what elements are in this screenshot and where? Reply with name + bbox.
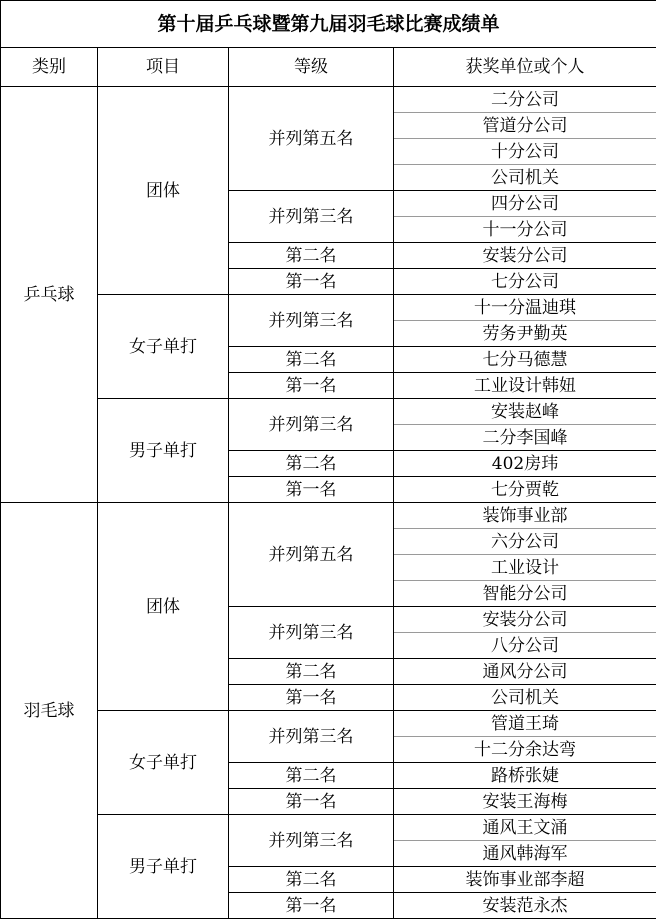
- winner-cell: 402房玮: [394, 451, 656, 477]
- table-row: [1, 711, 656, 737]
- category-cell: 乒乓球: [1, 87, 98, 503]
- level-cell: 并列第三名: [229, 295, 394, 347]
- level-cell: 第二名: [229, 451, 394, 477]
- winner-cell: 七分马德慧: [394, 347, 656, 373]
- winner-cell: 管道分公司: [394, 113, 656, 139]
- category-cell: 羽毛球: [1, 503, 98, 919]
- title-row: [1, 1, 656, 48]
- table-row: [1, 815, 656, 841]
- level-cell: 第二名: [229, 347, 394, 373]
- winner-cell: 装饰事业部李超: [394, 867, 656, 893]
- winner-cell: 四分公司: [394, 191, 656, 217]
- winner-cell: 工业设计韩妞: [394, 373, 656, 399]
- level-cell: 并列第三名: [229, 711, 394, 763]
- header-level: 等级: [229, 48, 394, 87]
- winner-cell: 十一分公司: [394, 217, 656, 243]
- winner-cell: 安装王海梅: [394, 789, 656, 815]
- level-cell: 并列第三名: [229, 399, 394, 451]
- level-cell: 第一名: [229, 789, 394, 815]
- header-event: 项目: [98, 48, 229, 87]
- winner-cell: 通风分公司: [394, 659, 656, 685]
- level-cell: 第二名: [229, 867, 394, 893]
- header-winner: 获奖单位或个人: [394, 48, 656, 87]
- winner-cell: 通风王文涌: [394, 815, 656, 841]
- winner-cell: 路桥张婕: [394, 763, 656, 789]
- level-cell: 并列第三名: [229, 607, 394, 659]
- winner-cell: 公司机关: [394, 165, 656, 191]
- event-cell: 女子单打: [98, 711, 229, 815]
- winner-cell: 智能分公司: [394, 581, 656, 607]
- table-row: [1, 87, 656, 113]
- level-cell: 并列第五名: [229, 87, 394, 191]
- winner-cell: 十分公司: [394, 139, 656, 165]
- winner-cell: 管道王琦: [394, 711, 656, 737]
- event-cell: 团体: [98, 503, 229, 711]
- level-cell: 第一名: [229, 373, 394, 399]
- winner-cell: 安装分公司: [394, 607, 656, 633]
- header-row: [1, 48, 656, 87]
- winner-cell: 二分李国峰: [394, 425, 656, 451]
- table-row: [1, 295, 656, 321]
- level-cell: 第一名: [229, 477, 394, 503]
- winner-cell: 劳务尹勤英: [394, 321, 656, 347]
- table-row: [1, 503, 656, 529]
- winner-cell: 装饰事业部: [394, 503, 656, 529]
- level-cell: 并列第五名: [229, 503, 394, 607]
- winner-cell: 安装分公司: [394, 243, 656, 269]
- level-cell: 第二名: [229, 763, 394, 789]
- table-row: [1, 399, 656, 425]
- event-cell: 女子单打: [98, 295, 229, 399]
- winner-cell: 六分公司: [394, 529, 656, 555]
- winner-cell: 工业设计: [394, 555, 656, 581]
- level-cell: 第一名: [229, 893, 394, 919]
- winner-cell: 安装范永杰: [394, 893, 656, 919]
- header-category: 类别: [1, 48, 98, 87]
- level-cell: 并列第三名: [229, 815, 394, 867]
- winner-cell: 八分公司: [394, 633, 656, 659]
- winner-cell: 通风韩海军: [394, 841, 656, 867]
- winner-cell: 十一分温迪琪: [394, 295, 656, 321]
- event-cell: 男子单打: [98, 399, 229, 503]
- winner-cell: 七分贾乾: [394, 477, 656, 503]
- winner-cell: 安装赵峰: [394, 399, 656, 425]
- level-cell: 第一名: [229, 685, 394, 711]
- event-cell: 团体: [98, 87, 229, 295]
- winner-cell: 二分公司: [394, 87, 656, 113]
- level-cell: 第二名: [229, 243, 394, 269]
- winner-cell: 七分公司: [394, 269, 656, 295]
- level-cell: 第一名: [229, 269, 394, 295]
- winner-cell: 十二分余达弯: [394, 737, 656, 763]
- winner-cell: 公司机关: [394, 685, 656, 711]
- level-cell: 第二名: [229, 659, 394, 685]
- results-table-body: [1, 1, 656, 919]
- level-cell: 并列第三名: [229, 191, 394, 243]
- event-cell: 男子单打: [98, 815, 229, 919]
- page-title: 第十届乒乓球暨第九届羽毛球比赛成绩单: [1, 1, 656, 48]
